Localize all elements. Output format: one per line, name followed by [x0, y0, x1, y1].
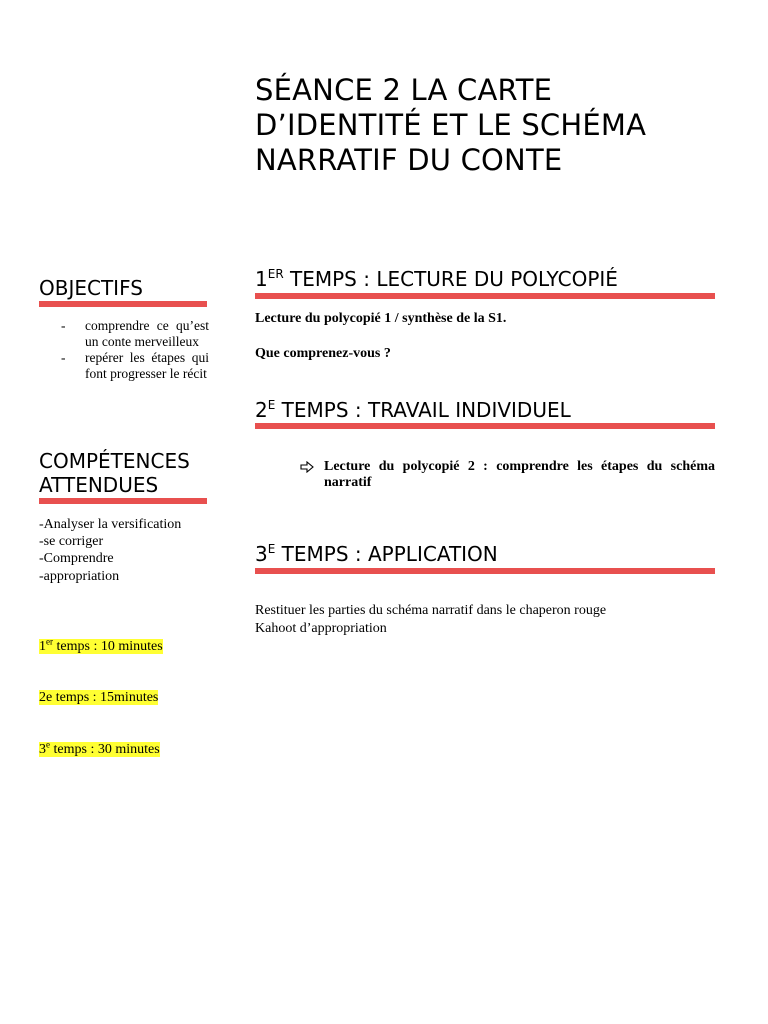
timing-rest: temps : 30 minutes: [50, 741, 160, 757]
competences-list: [39, 516, 181, 585]
competences-heading-line1: COMPÉTENCES: [39, 449, 190, 473]
section-2-divider: [255, 423, 715, 429]
section-2-bullet-item: [300, 459, 715, 491]
objectif-text: comprendre ce qu’est un conte merveilleux: [85, 318, 209, 349]
timing-text: 2e temps : 15minutes: [39, 690, 159, 705]
competence-item: -Comprendre: [39, 551, 114, 567]
objectifs-divider: [39, 301, 207, 307]
timing-num: 3: [39, 741, 46, 757]
timing-1: [39, 636, 163, 655]
section-3-line-2: Kahoot d’appropriation: [255, 621, 387, 636]
section-sup: ER: [267, 267, 284, 281]
section-sup: E: [267, 398, 276, 412]
list-item: - comprendre ce qu’est un conte merveilleux: [61, 318, 209, 349]
objectifs-list: [39, 318, 209, 382]
section-1-line-1: Lecture du polycopié 1 / synthèse de la S1.: [255, 311, 507, 326]
section-sup: E: [267, 542, 276, 556]
timing-2: [39, 688, 158, 706]
section-number: 2: [255, 398, 268, 422]
timing-sup: e: [46, 739, 50, 749]
timing-num: 1: [39, 638, 46, 654]
arrow-right-outline-icon: [300, 460, 314, 478]
competence-item: -Analyser la versification: [39, 517, 182, 532]
section-2-heading: [255, 398, 571, 425]
section-title: TEMPS : TRAVAIL INDIVIDUEL: [275, 398, 571, 422]
section-title: TEMPS : APPLICATION: [275, 542, 498, 566]
section-3-body: [255, 602, 606, 638]
objectif-text: repérer les étapes qui font progresser le récit: [85, 350, 209, 381]
section-title: TEMPS : LECTURE DU POLYCOPIÉ: [283, 267, 618, 291]
objectifs-heading: OBJECTIFS: [39, 276, 143, 300]
timing-3: [39, 739, 160, 758]
competence-item: -se corriger: [39, 534, 104, 550]
section-3-divider: [255, 568, 715, 574]
section-1-heading: [255, 267, 618, 294]
list-item: - repérer les étapes qui font progresser le récit: [61, 350, 209, 381]
section-number: 3: [255, 542, 268, 566]
competence-item: -appropriation: [39, 568, 120, 584]
competences-heading-line2: ATTENDUES: [39, 473, 159, 497]
page-title: SÉANCE 2 LA CARTE D’IDENTITÉ ET LE SCHÉMA NARRATIF DU CONTE: [255, 73, 647, 177]
section-1-line-2: Que comprenez-vous ?: [255, 346, 391, 361]
section-1-divider: [255, 293, 715, 299]
competences-divider: [39, 498, 207, 504]
section-3-heading: [255, 542, 498, 569]
section-number: 1: [255, 267, 268, 291]
competences-heading: [39, 449, 190, 497]
timing-sup: er: [46, 636, 53, 646]
timing-rest: temps : 10 minutes: [53, 638, 163, 654]
bullet-text: Lecture du polycopié 2 : comprendre les étapes du schéma narratif: [324, 459, 715, 490]
section-3-line-1: Restituer les parties du schéma narratif dans le chaperon rouge: [255, 603, 607, 618]
